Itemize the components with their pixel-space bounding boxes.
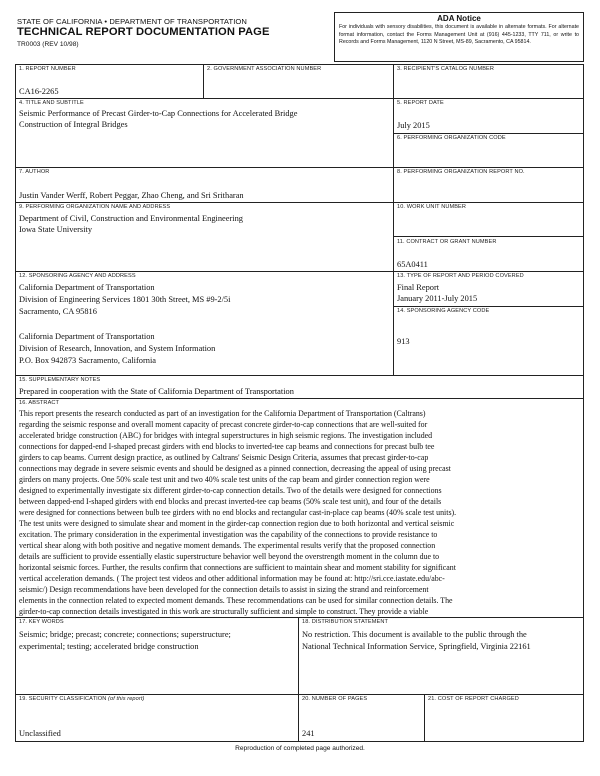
number-of-pages-label: 20. NUMBER OF PAGES bbox=[302, 696, 368, 702]
report-number-label: 1. REPORT NUMBER bbox=[19, 66, 76, 72]
title-label: 4. TITLE AND SUBTITLE bbox=[19, 100, 84, 106]
contract-number-label: 11. CONTRACT OR GRANT NUMBER bbox=[397, 239, 497, 245]
author-value: Justin Vander Werff, Robert Peggar, Zhao Cheng, and Sri Sritharan bbox=[19, 191, 244, 200]
footer-note: Reproduction of completed page authorized. bbox=[235, 745, 365, 752]
abstract-line: regarding the seismic response and overall moment capacity of precast concrete girder-to-cap connections that are well-suited for bbox=[19, 420, 428, 429]
distribution-value bbox=[302, 629, 531, 653]
author-label: 7. AUTHOR bbox=[19, 169, 50, 175]
cost-label: 21. COST OF REPORT CHARGED bbox=[428, 696, 519, 702]
number-of-pages-value: 241 bbox=[302, 729, 315, 738]
report-type-line: January 2011-July 2015 bbox=[397, 294, 478, 303]
sponsoring-agency-line bbox=[19, 319, 230, 331]
contract-number-value: 65A0411 bbox=[397, 260, 428, 269]
sponsoring-agency-line: Division of Research, Innovation, and System Information bbox=[19, 344, 216, 353]
title-line: Construction of Integral Bridges bbox=[19, 120, 128, 129]
abstract-label: 16. ABSTRACT bbox=[19, 400, 60, 406]
agency-code-value: 913 bbox=[397, 337, 410, 346]
ada-notice-box bbox=[334, 12, 584, 62]
security-classification-label-note: (of this report) bbox=[108, 696, 145, 702]
abstract-line: girders on many projects. One 50% scale test unit and two 40% scale test units of the cap beam and girder connection region were bbox=[19, 475, 430, 484]
abstract-line: accelerated bridge construction (ABC) for bridges with integral superstructures in high seismic regions. The investigation included bbox=[19, 431, 433, 440]
abstract-line: details are sufficient to provide essentially elastic superstructure behavior well beyond the overstrength moment in the column due to bbox=[19, 552, 440, 561]
abstract-text bbox=[19, 408, 579, 617]
distribution-label: 18. DISTRIBUTION STATEMENT bbox=[302, 619, 388, 625]
title-value bbox=[19, 108, 297, 130]
keywords-value bbox=[19, 629, 231, 653]
performing-org-value bbox=[19, 213, 243, 235]
abstract-line: connections may degrade in severe seismic events and should be designed as a pinned connection, decreasing the appeal of using precast bbox=[19, 464, 451, 473]
distribution-line: No restriction. This document is available to the public through the bbox=[302, 630, 527, 639]
abstract-line: seismic/) Design recommendations have been developed for the connection details to assist in sizing the strand and reinforcement bbox=[19, 585, 429, 594]
performing-org-line: Department of Civil, Construction and Environmental Engineering bbox=[19, 214, 243, 223]
keywords-line: Seismic; bridge; precast; concrete; connections; superstructure; bbox=[19, 630, 231, 639]
ada-notice-title: ADA Notice bbox=[437, 14, 481, 23]
form-id: TR0003 (REV 10/98) bbox=[17, 41, 79, 48]
performing-org-line: Iowa State University bbox=[19, 225, 93, 234]
keywords-line: experimental; testing; accelerated bridge construction bbox=[19, 642, 199, 651]
abstract-line: vertical acceleration demands. ( The project test videos and other additional information may be found at: http://sri.cce.iastate.edu/abc- bbox=[19, 574, 445, 583]
agency-code-label: 14. SPONSORING AGENCY CODE bbox=[397, 308, 490, 314]
report-date-value: July 2015 bbox=[397, 121, 430, 130]
org-code-label: 6. PERFORMING ORGANIZATION CODE bbox=[397, 135, 506, 141]
abstract-line: were designed for connections between bulb tee girders with no end blocks and rectangular cast-in-place cap beams (40% scale test units). bbox=[19, 508, 457, 517]
sponsoring-agency-value bbox=[19, 282, 230, 367]
security-classification-label-text: 19. SECURITY CLASSIFICATION bbox=[19, 696, 107, 702]
report-number-value: CA16-2265 bbox=[19, 87, 59, 96]
security-classification-label bbox=[19, 696, 144, 702]
abstract-line: The test units were designed to simulate shear and moment in the girder-cap connection region due to both horizontal and vertical seismic bbox=[19, 519, 455, 528]
sponsoring-agency-label: 12. SPONSORING AGENCY AND ADDRESS bbox=[19, 273, 136, 279]
work-unit-label: 10. WORK UNIT NUMBER bbox=[397, 204, 467, 210]
abstract-line: elements in the connection related to expected moment demands. These recommendations can be used for similar connection details. The bbox=[19, 596, 453, 605]
performing-org-label: 9. PERFORMING ORGANIZATION NAME AND ADDRESS bbox=[19, 204, 171, 210]
catalog-number-label: 3. RECIPIENT'S CATALOG NUMBER bbox=[397, 66, 495, 72]
abstract-line: designed to experimentally investigate six different girder-to-cap connection details. Two of the details were designed for connections bbox=[19, 486, 442, 495]
abstract-line: vertical shear along with both positive and negative moment demands. The experimental results verify that the proposed connection bbox=[19, 541, 436, 550]
abstract-line: connections for dapped-end I-shaped precast girders with end blocks to inverted-tee cap beams and connections for precast bulb tee bbox=[19, 442, 435, 451]
abstract-line: excitation. The primary consideration in the experimental investigation was the capability of the connections to provide resistance to bbox=[19, 530, 438, 539]
distribution-line: National Technical Information Service, Springfield, Virginia 22161 bbox=[302, 642, 531, 651]
report-date-label: 5. REPORT DATE bbox=[397, 100, 444, 106]
sponsoring-agency-line: Division of Engineering Services 1801 30th Street, MS #9-2/5i bbox=[19, 295, 231, 305]
report-type-value bbox=[397, 282, 477, 304]
sponsoring-agency-line: California Department of Transportation bbox=[19, 283, 155, 292]
agency-line: STATE OF CALIFORNIA • DEPARTMENT OF TRANSPORTATION bbox=[17, 17, 248, 26]
abstract-line: between dapped-end I-shaped girders with end blocks and precast inverted-tee cap beams (50% scale test unit), and four of the details bbox=[19, 497, 442, 506]
supplementary-notes-label: 15. SUPPLEMENTARY NOTES bbox=[19, 377, 101, 383]
sponsoring-agency-line: Sacramento, CA 95816 bbox=[19, 307, 97, 317]
abstract-line: girders to cap beams. Current design practice, as outlined by Caltrans' Seismic Design Criteria, assumes that precast girder-to-cap bbox=[19, 453, 429, 462]
ada-notice-text: For individuals with sensory disabilities, this document is available in alternate formats. For alternate format information, contact the Forms Management Unit at (916) 445-1233, TTY 711, or write to Records and Forms Management, 1120 N Street, MS-89, Sacramento, CA 95814. bbox=[339, 24, 579, 46]
report-type-label: 13. TYPE OF REPORT AND PERIOD COVERED bbox=[397, 273, 524, 279]
abstract-line: horizontal seismic forces. Further, the results confirm that connections are sufficient to maintain shear and moment stability for significant bbox=[19, 563, 456, 572]
security-classification-value: Unclassified bbox=[19, 729, 61, 738]
sponsoring-agency-line: P.O. Box 942873 Sacramento, California bbox=[19, 356, 157, 366]
keywords-label: 17. KEY WORDS bbox=[19, 619, 64, 625]
title-line: Seismic Performance of Precast Girder-to-Cap Connections for Accelerated Bridge bbox=[19, 109, 298, 118]
abstract-line: This report presents the research conducted as part of an investigation for the California Department of Transportation (Caltrans) bbox=[19, 409, 426, 418]
report-type-line: Final Report bbox=[397, 283, 440, 292]
gov-association-label: 2. GOVERNMENT ASSOCIATION NUMBER bbox=[207, 66, 322, 72]
org-report-no-label: 8. PERFORMING ORGANIZATION REPORT NO. bbox=[397, 169, 525, 175]
abstract-line: girder-to-cap connection details investigated in this work are structurally sufficient and simple to construct. They provide a viable bbox=[19, 607, 429, 616]
supplementary-notes-value: Prepared in cooperation with the State of California Department of Transportation bbox=[19, 387, 294, 396]
page-title: TECHNICAL REPORT DOCUMENTATION PAGE bbox=[17, 26, 270, 38]
sponsoring-agency-line: California Department of Transportation bbox=[19, 331, 155, 341]
